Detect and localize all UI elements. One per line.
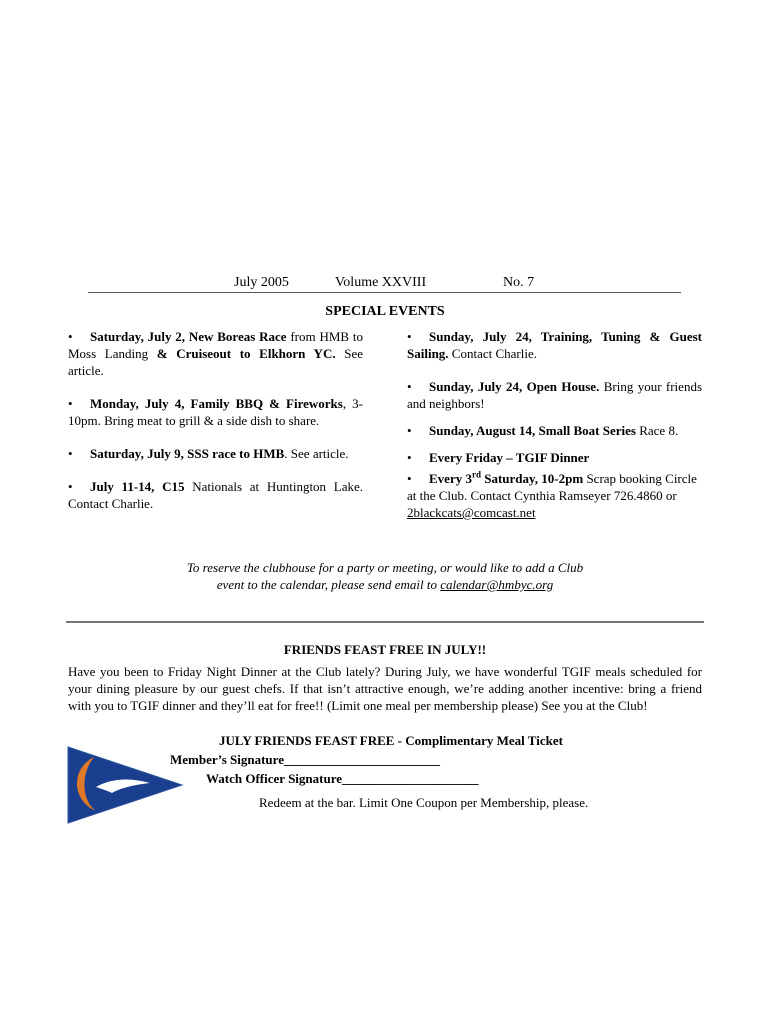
bullet-icon: • (68, 329, 73, 344)
event-item: • Every 3rd Saturday, 10-2pm Scrap booking Circle at the Club. Contact Cynthia Ramseyer 726.4860 or 2blackcats@comcast.net (407, 469, 697, 520)
ticket-title: JULY FRIENDS FEAST FREE - Complimentary Meal Ticket (219, 733, 563, 748)
header-divider (88, 292, 681, 293)
redeem-note: Redeem at the bar. Limit One Coupon per Membership, please. (259, 795, 589, 810)
feast-body: Have you been to Friday Night Dinner at the Club lately? During July, we have wonderful TGIF meals scheduled for your dining pleasure by our guest chefs. If that isn’t attractive enough, we’re adding another incentive: bring a friend with you to TGIF dinner and they’ll eat for free!! (Limit one meal per membership please) See you at the Club! (68, 664, 702, 713)
bullet-icon: • (407, 329, 412, 344)
section-divider (66, 621, 704, 623)
feast-title: FRIENDS FEAST FREE IN JULY!! (283, 642, 487, 657)
watch-officer-signature-line: Watch Officer Signature_____________________ (206, 771, 479, 786)
issue-volume: Volume XXVIII (335, 275, 427, 290)
event-item: • Monday, July 4, Family BBQ & Fireworks, 3-10pm. Bring meat to grill & a side dish to share. (68, 396, 363, 428)
event-item: • July 11-14, C15 Nationals at Huntington Lake. Contact Charlie. (68, 479, 363, 511)
event-item: • Every Friday – TGIF Dinner (407, 450, 590, 465)
email-link[interactable]: 2blackcats@comcast.net (407, 505, 536, 520)
special-events-title: SPECIAL EVENTS (325, 304, 445, 319)
bullet-icon: • (407, 471, 412, 486)
bullet-icon: • (407, 450, 412, 465)
events-right-column (407, 328, 702, 521)
bullet-icon: • (68, 479, 73, 494)
issue-date: July 2005 (234, 275, 289, 290)
event-item: • Sunday, August 14, Small Boat Series Race 8. (407, 423, 679, 438)
bullet-icon: • (68, 396, 73, 411)
event-item: • Saturday, July 9, SSS race to HMB. See article. (68, 446, 349, 461)
issue-number: No. 7 (503, 275, 535, 290)
club-burgee-logo (66, 745, 184, 825)
event-item: • Saturday, July 2, New Boreas Race from HMB to Moss Landing & Cruiseout to Elkhorn YC. See article. (68, 329, 363, 378)
calendar-email-link[interactable]: calendar@hmbyc.org (440, 577, 554, 592)
member-signature-line: Member’s Signature________________________ (170, 752, 440, 767)
bullet-icon: • (407, 423, 412, 438)
reserve-notice: To reserve the clubhouse for a party or meeting, or would like to add a Club event to the calendar, please send email to calendar@hmbyc.org (186, 560, 584, 592)
event-item: • Sunday, July 24, Training, Tuning & Guest Sailing. Contact Charlie. (407, 329, 702, 361)
bullet-icon: • (68, 446, 73, 461)
event-item: • Sunday, July 24, Open House. Bring your friends and neighbors! (407, 379, 702, 411)
bullet-icon: • (407, 379, 412, 394)
events-left-column (68, 328, 363, 512)
